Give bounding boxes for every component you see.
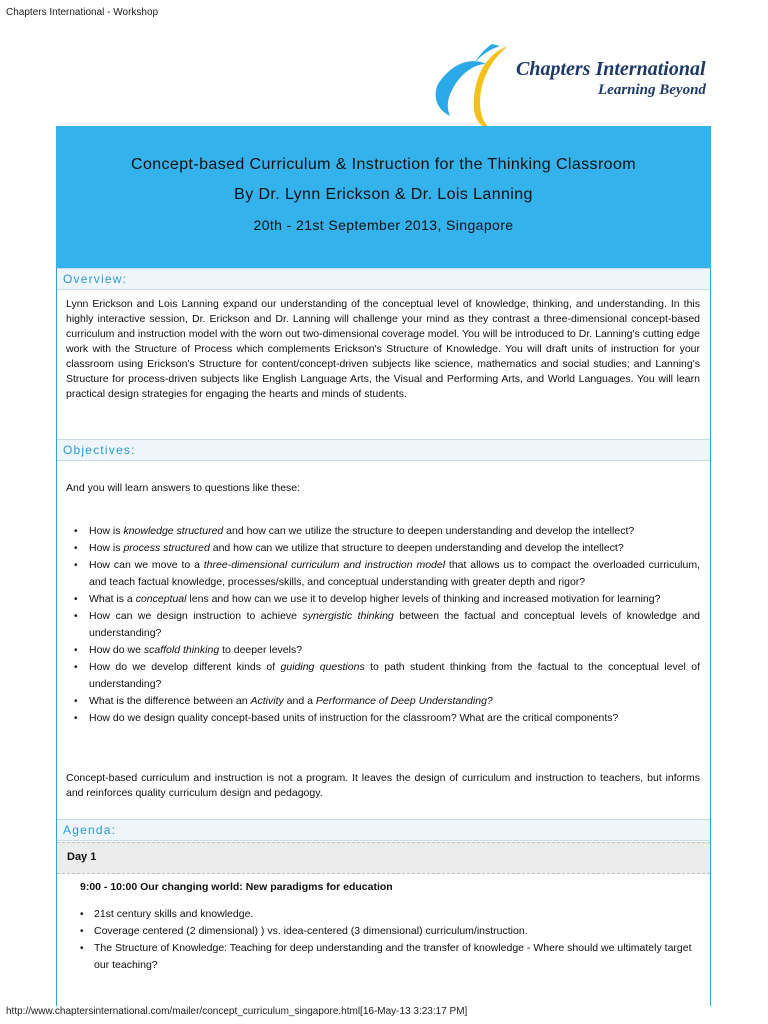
agenda-day-label: Day 1	[67, 851, 97, 863]
agenda-day-header	[57, 842, 710, 874]
logo-swoosh-icon	[430, 40, 520, 130]
logo-company-name: Chapters International	[516, 58, 706, 80]
objectives-intro: And you will learn answers to questions like these:	[66, 482, 301, 494]
list-item: • How do we scaffold thinking to deeper levels?	[66, 642, 700, 659]
list-item: • How do we design quality concept-based units of instruction for the classroom? What are the critical components?	[66, 710, 700, 727]
agenda-session-title: 9:00 - 10:00 Our changing world: New paradigms for education	[80, 881, 393, 893]
list-item: • How can we design instruction to achieve synergistic thinking between the factual and conceptual levels of knowledge and understanding?	[66, 608, 700, 642]
page-footer-url: http://www.chaptersinternational.com/mailer/concept_curriculum_singapore.html[16-May-13 3:23:17 PM]	[6, 1006, 468, 1017]
list-item: • 21st century skills and knowledge.	[79, 906, 699, 923]
list-item: • Coverage centered (2 dimensional) ) vs. idea-centered (3 dimensional) curriculum/instruction.	[79, 923, 699, 940]
agenda-heading	[57, 819, 710, 841]
title-banner	[56, 126, 711, 268]
list-item: • What is the difference between an Activity and a Performance of Deep Understanding?	[66, 693, 700, 710]
objectives-heading	[57, 439, 710, 461]
list-item: • How do we develop different kinds of guiding questions to path student thinking from the factual to the conceptual level of understanding?	[66, 659, 700, 693]
objectives-question-list	[66, 523, 700, 727]
list-item: • How can we move to a three-dimensional curriculum and instruction model that allows us to compact the overloaded curriculum, and teach factual knowledge, processes/skills, and conceptual understanding with greater depth and rigor?	[66, 557, 700, 591]
workshop-presenters: By Dr. Lynn Erickson & Dr. Lois Lanning	[234, 186, 533, 203]
workshop-title: Concept-based Curriculum & Instruction for the Thinking Classroom	[130, 156, 637, 173]
overview-heading-label: Overview:	[63, 272, 128, 286]
list-item: • What is a conceptual lens and how can we use it to develop higher levels of thinking and increased motivation for learning?	[66, 591, 700, 608]
objectives-closing: Concept-based curriculum and instruction is not a program. It leaves the design of curriculum and instruction to teachers, but informs and reinforces quality curriculum design and pedagogy.	[66, 772, 700, 799]
overview-text: Lynn Erickson and Lois Lanning expand our understanding of the conceptual level of knowledge, thinking, and understanding. In this highly interactive session, Dr. Erickson and Dr. Lanning will challenge your mind as they contrast a three-dimensional concept-based curriculum and instruction model with the worn out two-dimensional coverage model. You will be introduced to Dr. Lanning's cutting edge work with the Structure of Process which complements Erickson's Structure of Knowledge. You will draft units of instruction for your classroom using Erickson's Structure for content/concept-driven subjects like science, mathematics and social studies; and Lanning's Structure for process-driven subjects like English Language Arts, the Visual and Performing Arts, and World Languages. You will learn practical design strategies for engaging the hearts and minds of students.	[66, 298, 700, 400]
list-item: • How is knowledge structured and how can we utilize the structure to deepen understanding and develop the intellect?	[66, 523, 700, 540]
company-logo	[430, 40, 730, 130]
workshop-date-location: 20th - 21st September 2013, Singapore	[253, 217, 514, 233]
logo-tagline: Learning Beyond	[598, 82, 706, 98]
page-header-title: Chapters International - Workshop	[6, 7, 159, 18]
list-item: • The Structure of Knowledge: Teaching for deep understanding and the transfer of knowledge - Where should we ultimately target our teaching?	[79, 940, 699, 974]
list-item: • How is process structured and how can we utilize that structure to deepen understanding and develop the intellect?	[66, 540, 700, 557]
objectives-heading-label: Objectives:	[63, 443, 136, 457]
agenda-session-list	[79, 906, 699, 974]
overview-heading	[57, 268, 710, 290]
agenda-heading-label: Agenda:	[63, 823, 117, 837]
